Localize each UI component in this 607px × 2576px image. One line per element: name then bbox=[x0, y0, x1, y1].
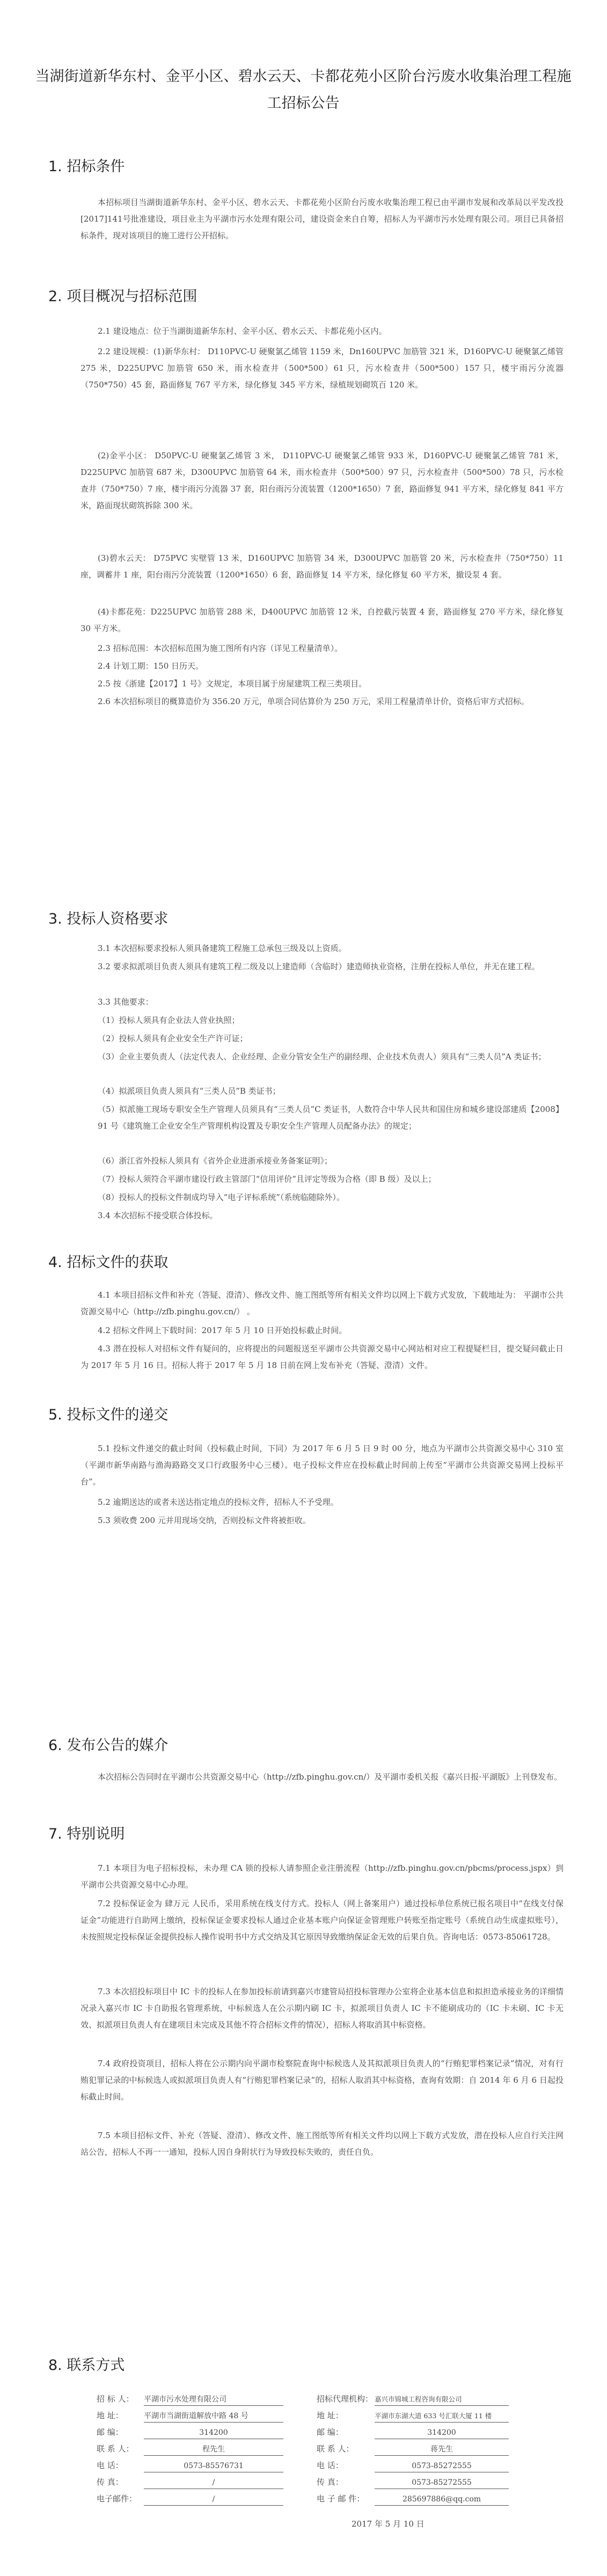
section-3-p4: 3.4 本次招标不接受联合体投标。 bbox=[98, 1211, 218, 1220]
section-3-heading: 3. 投标人资格要求 bbox=[48, 911, 169, 927]
agent-address-value: 平湖市东湖大道 633 号汇联大厦 11 楼 bbox=[375, 2410, 509, 2423]
agent-phone-value: 0573-85272555 bbox=[375, 2460, 509, 2472]
section-3-item-7: （7）投标人须符合平湖市建设行政主管部门“信用评价”且评定等级为合格（即 B 级）及以上； bbox=[98, 1174, 436, 1184]
section-7-p5: 7.5 本项目招标文件、补充（答疑、澄清）、修改文件、施工图纸等所有相关文件均以网上下载方式发放，潜在投标人应自行关注网站公告，招标人不再一一通知，投标人因自身附状行为导致投标失败的，责任自负。 bbox=[81, 2131, 564, 2157]
tenderer-contact-value: 程先生 bbox=[144, 2443, 283, 2456]
section-7-p2: 7.2 投标保证金为 肆万元 人民币，采用系统在线支付方式。投标人（网上备案用户）通过投标单位系统已报名项目中“在线支付保证金”功能进行自助网上缴纳，投标保证金要求投标人通过企业基本账户向保证金管理账户转账至指定账号（系统自动生成虚拟账号），未按照规定投标保证金提供投标人操作说明书中方式交纳及其它原因导致缴纳保证金无效的后果自负。咨询电话：0573-85061728。 bbox=[81, 1899, 564, 1942]
section-2-p8: 2.5 按《浙建【2017】1 号》文规定，本项目属于房屋建筑工程三类项目。 bbox=[98, 679, 367, 689]
tenderer-email-label: 电子邮件： bbox=[97, 2494, 137, 2504]
tenderer-address-value: 平湖市当湖街道解放中路 48 号 bbox=[144, 2410, 283, 2423]
agent-fax-label: 传 真： bbox=[317, 2477, 343, 2487]
section-8-heading: 8. 联系方式 bbox=[48, 2357, 125, 2374]
section-4-p2: 4.2 招标文件网上下载时间：2017 年 5 月 10 日开始投标截止时间。 bbox=[98, 1326, 347, 1335]
agent-zip-label: 邮 编： bbox=[317, 2427, 343, 2437]
agent-phone-label: 电 话： bbox=[317, 2461, 343, 2470]
section-3-item-4: （4）拟派项目负责人须具有“三类人员”B 类证书； bbox=[98, 1086, 281, 1096]
agent-label: 招标代理机构： bbox=[317, 2394, 374, 2404]
section-1-heading: 1. 招标条件 bbox=[48, 158, 125, 175]
announcement-date: 2017 年 5 月 10 日 bbox=[352, 2519, 425, 2529]
agent-fax-value: 0573-85272555 bbox=[375, 2477, 509, 2489]
section-2-p4: (3)碧水云天： D75PVC 实壁管 13 米，D160UPVC 加筋管 34 米，D300UPVC 加筋管 20 米，污水检查井（750*750）11 座，调蓄井 1 座，阳台雨污分流装置（1200*1650）6 套，路面修复 14 平方米，绿化修复 60 平方米，撤设泵 4 套。 bbox=[81, 553, 564, 580]
tenderer-phone-value: 0573-85576731 bbox=[144, 2460, 283, 2472]
section-2-p1: 2.1 建设地点：位于当湖街道新华东村、金平小区、碧水云天、卡都花苑小区内。 bbox=[98, 326, 387, 336]
section-5-p2: 5.2 逾期送达的或者未送达指定地点的投标文件，招标人不予受理。 bbox=[98, 1497, 339, 1507]
section-2-p5: (4)卡都花苑：D225UPVC 加筋管 288 米，D400UPVC 加筋管 12 米，自控截污装置 4 套，路面修复 270 平方米，绿化修复 30 平方米。 bbox=[81, 607, 564, 633]
agent-contact-label: 联 系 人： bbox=[317, 2444, 354, 2454]
section-3-p1: 3.1 本次招标要求投标人须具备建筑工程施工总承包三级及以上资质。 bbox=[98, 943, 347, 953]
section-2-p3: (2)金平小区： D50PVC-U 硬聚氯乙烯管 3 米， D110PVC-U 硬聚氯乙烯管 933 米，D160PVC-U 硬聚氯乙烯管 781 米，D225UPVC 加筋管 687 米，D300UPVC 加筋管 64 米，雨水检查井（500*500）97 只，污水检查井（500*500）78 只，污水检查井（750*750）7 座，楼宇雨污分流器 37 套，阳台雨污分流装置（1200*1650）7 套，路面修复 941 平方米，绿化修复 841 平方米，路面现状砌筑拆除 300 米。 bbox=[81, 451, 564, 510]
agent-contact-value: 蒋先生 bbox=[375, 2443, 509, 2456]
section-3-item-1: （1）投标人须具有企业法人营业执照； bbox=[98, 1015, 240, 1025]
section-2-p2: 2.2 建设规模：(1)新华东村： D110PVC-U 硬聚氯乙烯管 1159 米，Dn160UPVC 加筋管 321 米，D160PVC-U 硬聚氯乙烯管 275 米，D225UPVC 加筋管 650 米，雨水检查井（500*500）61 只，污水检查井（500*500）157 只，楼宇雨污分流器（750*750）45 套，路面修复 767 平方米，绿化修复 345 平方米，绿植规划砌筑百 120 米。 bbox=[81, 347, 564, 390]
tenderer-phone-label: 电 话： bbox=[97, 2461, 123, 2470]
tenderer-address-label: 地 址： bbox=[97, 2411, 123, 2420]
tenderer-zip-value: 314200 bbox=[144, 2427, 283, 2439]
section-2-p9: 2.6 本次招标项目的概算造价为 356.20 万元，单项合同估算价为 250 万元，采用工程量清单计价，资格后审方式招标。 bbox=[98, 697, 529, 706]
section-2-p7: 2.4 计划工期：150 日历天。 bbox=[98, 661, 204, 671]
section-7-p3: 7.3 本次招投标项目中 IC 卡的投标人在参加投标前请到嘉兴市建管局招投标管理办公室将企业基本信息和拟担造承接业务的详细情况录入嘉兴市 IC 卡自助报名管理系统，中标候选人在公示期内刷 IC 卡，拟派项目负责人 IC 卡不能刷成功的（IC 卡未刷、IC 卡无效、拟派项目负责人有在建项目未完成及其他不符合招标文件的情况），招标人将取消其中标资格。 bbox=[81, 1987, 564, 2030]
section-3-item-8: （8）投标人的投标文件制成均导入“电子评标系统”（系统临随除外）。 bbox=[98, 1192, 345, 1202]
section-5-p1: 5.1 投标文件递交的截止时间（投标截止时间，下同）为 2017 年 6 月 5 日 9 时 00 分，地点为平湖市公共资源交易中心 310 室（平湖市新华南路与渔海路路交叉口行政服务中心三楼）。电子投标文件应在投标截止时间前上传至“平湖市公共资源交易网上投标平台”。 bbox=[81, 1444, 564, 1487]
section-1-body: 本招标项目当湖街道新华东村、金平小区、碧水云天、卡都花苑小区阶台污废水收集治理工程已由平湖市发展和改革局以平发改投[2017]141号批准建设，项目业主为平湖市污水处理有限公司，建设资金来自自筹，招标人为平湖市污水处理有限公司。项目已具备招标条件，现对该项目的施工进行公开招标。 bbox=[81, 197, 564, 240]
section-6-heading: 6. 发布公告的媒介 bbox=[48, 1737, 169, 1754]
section-6-body: 本次招标公告同时在平湖市公共资源交易中心（http://zfb.pinghu.gov.cn/）及平湖市委机关报《嘉兴日报·平湖版》上刊登发布。 bbox=[98, 1772, 562, 1782]
section-3-item-3: （3）企业主要负责人（法定代表人、企业经理、企业分管安全生产的副经理、企业技术负责人）须具有“三类人员”A 类证书； bbox=[98, 1052, 546, 1062]
section-2-p6: 2.3 招标范围：本次招标范围为施工图所有内容（详见工程量清单）。 bbox=[98, 643, 343, 653]
section-7-heading: 7. 特别说明 bbox=[48, 1826, 125, 1842]
agent-email-label: 电 子 邮 件： bbox=[317, 2494, 365, 2504]
tenderer-label: 招 标 人： bbox=[97, 2394, 134, 2404]
section-5-heading: 5. 投标文件的递交 bbox=[48, 1407, 169, 1423]
section-4-heading: 4. 招标文件的获取 bbox=[48, 1254, 169, 1271]
tenderer-fax-label: 传 真： bbox=[97, 2477, 123, 2487]
section-7-p1: 7.1 本项目为电子招标投标，未办理 CA 锁的投标人请参照企业注册流程（http://zfb.pinghu.gov.cn/pbcms/process.jspx）到平湖市公共资源交易中心办理。 bbox=[81, 1863, 564, 1890]
tenderer-contact-label: 联 系 人： bbox=[97, 2444, 134, 2454]
section-7-p4: 7.4 政府投资项目，招标人将在公示期内向平湖市检察院查询中标候选人及其拟派项目负责人的“行贿犯罪档案记录”情况，对有行贿犯罪记录的中标候选人或拟派项目负责人有“行贿犯罪档案记录”的，招标人取消其中标资格，查询有效期：自 2014 年 6 月 6 日起投标截止时间。 bbox=[81, 2059, 564, 2102]
section-5-p3: 5.3 须收费 200 元并用现场交纳，否则投标文件将被拒收。 bbox=[98, 1516, 311, 1525]
section-2-heading: 2. 项目概况与招标范围 bbox=[48, 288, 198, 305]
agent-contact-block bbox=[317, 2391, 509, 2507]
page-title: 当湖街道新华东村、金平小区、碧水云天、卡都花苑小区阶台污废水收集治理工程施工招标公告 bbox=[35, 68, 572, 112]
section-4-p3: 4.3 潜在投标人对招标文件有疑问的，应将提出的问题报送至平湖市公共资源交易中心网站相对应工程提疑栏目，提交疑问截止日为 2017 年 5 月 16 日。招标人将于 2017 年 5 月 18 日前在网上发布补充（答疑、澄清）文件。 bbox=[81, 1344, 564, 1370]
section-3-p2: 3.2 要求拟派项目负责人须具有建筑工程二级及以上建造师（含临时）建造师执业资格，注册在投标人单位，并无在建工程。 bbox=[98, 962, 540, 971]
agent-email-value: 285697886@qq.com bbox=[375, 2493, 509, 2506]
tenderer-email-value: / bbox=[144, 2493, 283, 2506]
tenderer-zip-label: 邮 编： bbox=[97, 2427, 123, 2437]
section-3-item-2: （2）投标人须具有企业安全生产许可证； bbox=[98, 1034, 248, 1043]
section-3-item-6: （6）浙江省外投标人须具有《省外企业进浙承接业务备案证明》； bbox=[98, 1156, 333, 1166]
section-3-p3: 3.3 其他要求： bbox=[98, 997, 153, 1007]
tenderer-contact-block bbox=[97, 2391, 283, 2507]
agent-address-label: 地 址： bbox=[317, 2411, 343, 2420]
agent-zip-value: 314200 bbox=[375, 2427, 509, 2439]
tenderer-value: 平湖市污水处理有限公司 bbox=[144, 2394, 283, 2406]
section-4-p1: 4.1 本项目招标文件和补充（答疑、澄清）、修改文件、施工图纸等所有相关文件均以网上下载方式发放，下载地址为： 平湖市公共资源交易中心（http://zfb.pinghu.gov.cn/） 。 bbox=[81, 1290, 564, 1316]
tenderer-fax-value: / bbox=[144, 2477, 283, 2489]
agent-value: 嘉兴市锦城工程咨询有限公司 bbox=[375, 2394, 509, 2406]
section-3-item-5: （5）拟派施工现场专职安全生产管理人员须具有“三类人员”C 类证书，人数符合中华人民共和国住房和城乡建设部建质【2008】91 号《建筑施工企业安全生产管理机构设置及专职安全生产管理人员配备办法》的规定； bbox=[98, 1104, 564, 1131]
